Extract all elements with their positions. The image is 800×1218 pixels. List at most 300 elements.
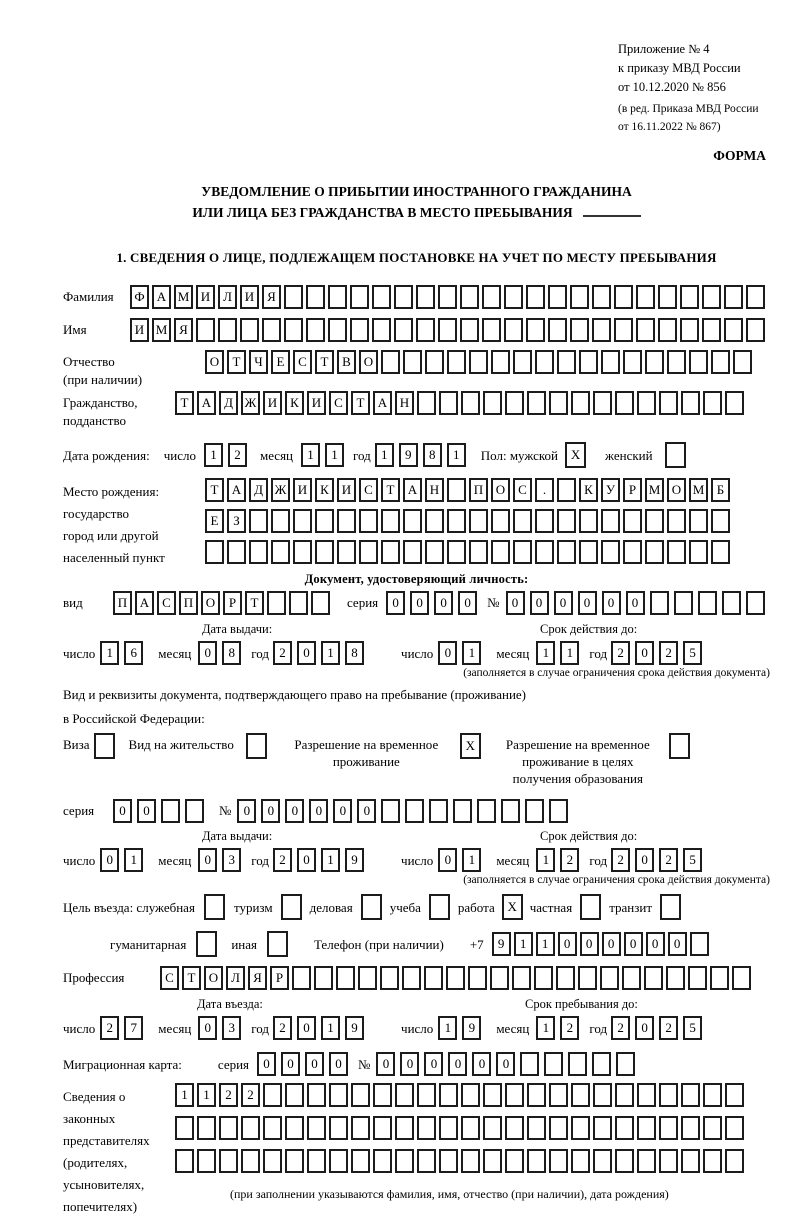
- char-box[interactable]: [725, 1116, 744, 1140]
- char-box[interactable]: 1: [321, 848, 340, 872]
- char-box[interactable]: 0: [198, 1016, 217, 1040]
- char-box[interactable]: Т: [205, 478, 224, 502]
- char-box[interactable]: [689, 350, 708, 374]
- char-box[interactable]: [240, 318, 259, 342]
- char-box[interactable]: [285, 1116, 304, 1140]
- char-box[interactable]: [557, 540, 576, 564]
- char-box[interactable]: [218, 318, 237, 342]
- char-box[interactable]: [381, 540, 400, 564]
- char-box[interactable]: [659, 1116, 678, 1140]
- char-box[interactable]: [557, 350, 576, 374]
- char-box[interactable]: [425, 509, 444, 533]
- char-box[interactable]: 0: [198, 848, 217, 872]
- char-box[interactable]: Д: [249, 478, 268, 502]
- char-box[interactable]: [197, 1149, 216, 1173]
- char-box[interactable]: [314, 966, 333, 990]
- char-box[interactable]: И: [130, 318, 149, 342]
- char-box[interactable]: [491, 540, 510, 564]
- sex-male-checkbox[interactable]: X: [565, 442, 586, 468]
- char-box[interactable]: 0: [297, 641, 316, 665]
- purpose-tourism-checkbox[interactable]: [281, 894, 302, 920]
- char-box[interactable]: 0: [386, 591, 405, 615]
- char-box[interactable]: 1: [325, 443, 344, 467]
- char-box[interactable]: [601, 350, 620, 374]
- char-box[interactable]: [249, 509, 268, 533]
- char-box[interactable]: [557, 509, 576, 533]
- purpose-work-checkbox[interactable]: X: [502, 894, 523, 920]
- char-box[interactable]: [504, 285, 523, 309]
- char-box[interactable]: [460, 285, 479, 309]
- char-box[interactable]: Е: [271, 350, 290, 374]
- char-box[interactable]: 2: [611, 848, 630, 872]
- char-box[interactable]: [644, 966, 663, 990]
- purpose-study-checkbox[interactable]: [429, 894, 450, 920]
- char-box[interactable]: 0: [198, 641, 217, 665]
- char-box[interactable]: С: [513, 478, 532, 502]
- char-box[interactable]: [658, 318, 677, 342]
- char-box[interactable]: 9: [345, 1016, 364, 1040]
- char-box[interactable]: [417, 1116, 436, 1140]
- char-box[interactable]: 2: [560, 848, 579, 872]
- char-box[interactable]: [512, 966, 531, 990]
- char-box[interactable]: А: [135, 591, 154, 615]
- char-box[interactable]: [403, 509, 422, 533]
- char-box[interactable]: [520, 1052, 539, 1076]
- char-box[interactable]: 3: [222, 848, 241, 872]
- char-box[interactable]: [637, 391, 656, 415]
- char-box[interactable]: [513, 540, 532, 564]
- char-box[interactable]: [571, 1149, 590, 1173]
- char-box[interactable]: 0: [506, 591, 525, 615]
- char-box[interactable]: 6: [124, 641, 143, 665]
- char-box[interactable]: 0: [333, 799, 352, 823]
- char-box[interactable]: [350, 285, 369, 309]
- char-box[interactable]: [681, 1083, 700, 1107]
- char-box[interactable]: [593, 1116, 612, 1140]
- char-box[interactable]: [469, 509, 488, 533]
- char-box[interactable]: А: [197, 391, 216, 415]
- char-box[interactable]: [614, 318, 633, 342]
- char-box[interactable]: [241, 1116, 260, 1140]
- char-box[interactable]: [505, 1116, 524, 1140]
- char-box[interactable]: 0: [448, 1052, 467, 1076]
- char-box[interactable]: [544, 1052, 563, 1076]
- char-box[interactable]: [637, 1149, 656, 1173]
- char-box[interactable]: Р: [270, 966, 289, 990]
- char-box[interactable]: А: [152, 285, 171, 309]
- char-box[interactable]: Б: [711, 478, 730, 502]
- char-box[interactable]: [439, 1149, 458, 1173]
- char-box[interactable]: [490, 966, 509, 990]
- char-box[interactable]: [690, 932, 709, 956]
- char-box[interactable]: [615, 391, 634, 415]
- char-box[interactable]: [482, 318, 501, 342]
- char-box[interactable]: [306, 285, 325, 309]
- char-box[interactable]: [680, 318, 699, 342]
- char-box[interactable]: 1: [175, 1083, 194, 1107]
- char-box[interactable]: У: [601, 478, 620, 502]
- char-box[interactable]: [549, 391, 568, 415]
- char-box[interactable]: 9: [462, 1016, 481, 1040]
- char-box[interactable]: [447, 540, 466, 564]
- char-box[interactable]: [293, 540, 312, 564]
- char-box[interactable]: О: [491, 478, 510, 502]
- char-box[interactable]: [525, 799, 544, 823]
- char-box[interactable]: [395, 1149, 414, 1173]
- char-box[interactable]: [491, 509, 510, 533]
- char-box[interactable]: [645, 350, 664, 374]
- char-box[interactable]: [416, 318, 435, 342]
- char-box[interactable]: [227, 540, 246, 564]
- char-box[interactable]: А: [403, 478, 422, 502]
- char-box[interactable]: [315, 540, 334, 564]
- visa-checkbox[interactable]: [94, 733, 115, 759]
- char-box[interactable]: [689, 540, 708, 564]
- char-box[interactable]: [285, 1149, 304, 1173]
- char-box[interactable]: И: [293, 478, 312, 502]
- char-box[interactable]: [592, 318, 611, 342]
- char-box[interactable]: 0: [554, 591, 573, 615]
- char-box[interactable]: [667, 540, 686, 564]
- char-box[interactable]: [549, 1116, 568, 1140]
- char-box[interactable]: И: [196, 285, 215, 309]
- char-box[interactable]: [615, 1149, 634, 1173]
- char-box[interactable]: И: [307, 391, 326, 415]
- char-box[interactable]: 8: [423, 443, 442, 467]
- char-box[interactable]: 0: [257, 1052, 276, 1076]
- char-box[interactable]: [681, 1149, 700, 1173]
- char-box[interactable]: [527, 391, 546, 415]
- char-box[interactable]: [681, 391, 700, 415]
- char-box[interactable]: [549, 1149, 568, 1173]
- char-box[interactable]: [395, 1083, 414, 1107]
- char-box[interactable]: [703, 391, 722, 415]
- char-box[interactable]: [402, 966, 421, 990]
- char-box[interactable]: [527, 1149, 546, 1173]
- char-box[interactable]: 3: [222, 1016, 241, 1040]
- char-box[interactable]: [483, 1149, 502, 1173]
- char-box[interactable]: К: [315, 478, 334, 502]
- char-box[interactable]: 0: [626, 591, 645, 615]
- char-box[interactable]: 0: [400, 1052, 419, 1076]
- char-box[interactable]: [593, 391, 612, 415]
- char-box[interactable]: [446, 966, 465, 990]
- char-box[interactable]: [711, 509, 730, 533]
- char-box[interactable]: 0: [496, 1052, 515, 1076]
- char-box[interactable]: 1: [536, 1016, 555, 1040]
- char-box[interactable]: [249, 540, 268, 564]
- char-box[interactable]: [645, 540, 664, 564]
- char-box[interactable]: 0: [357, 799, 376, 823]
- char-box[interactable]: [548, 318, 567, 342]
- char-box[interactable]: 1: [204, 443, 223, 467]
- char-box[interactable]: Т: [175, 391, 194, 415]
- char-box[interactable]: [405, 799, 424, 823]
- char-box[interactable]: Л: [218, 285, 237, 309]
- char-box[interactable]: 1: [124, 848, 143, 872]
- char-box[interactable]: 0: [558, 932, 577, 956]
- char-box[interactable]: [527, 1116, 546, 1140]
- char-box[interactable]: 0: [472, 1052, 491, 1076]
- char-box[interactable]: [513, 509, 532, 533]
- char-box[interactable]: [394, 318, 413, 342]
- char-box[interactable]: Т: [351, 391, 370, 415]
- char-box[interactable]: [505, 1083, 524, 1107]
- char-box[interactable]: [372, 285, 391, 309]
- char-box[interactable]: 2: [659, 1016, 678, 1040]
- char-box[interactable]: [161, 799, 180, 823]
- char-box[interactable]: 2: [100, 1016, 119, 1040]
- char-box[interactable]: С: [157, 591, 176, 615]
- char-box[interactable]: [725, 1149, 744, 1173]
- char-box[interactable]: О: [359, 350, 378, 374]
- char-box[interactable]: С: [160, 966, 179, 990]
- char-box[interactable]: М: [152, 318, 171, 342]
- char-box[interactable]: [469, 540, 488, 564]
- char-box[interactable]: [570, 318, 589, 342]
- purpose-official-checkbox[interactable]: [204, 894, 225, 920]
- char-box[interactable]: [439, 1116, 458, 1140]
- char-box[interactable]: А: [227, 478, 246, 502]
- char-box[interactable]: [196, 318, 215, 342]
- char-box[interactable]: [416, 285, 435, 309]
- char-box[interactable]: П: [179, 591, 198, 615]
- char-box[interactable]: [425, 350, 444, 374]
- char-box[interactable]: [623, 509, 642, 533]
- char-box[interactable]: М: [645, 478, 664, 502]
- char-box[interactable]: [394, 285, 413, 309]
- char-box[interactable]: [403, 350, 422, 374]
- char-box[interactable]: [703, 1083, 722, 1107]
- char-box[interactable]: Д: [219, 391, 238, 415]
- char-box[interactable]: 1: [301, 443, 320, 467]
- char-box[interactable]: [350, 318, 369, 342]
- char-box[interactable]: [623, 540, 642, 564]
- char-box[interactable]: [461, 391, 480, 415]
- char-box[interactable]: [659, 391, 678, 415]
- char-box[interactable]: 2: [241, 1083, 260, 1107]
- residence-permit-checkbox[interactable]: [246, 733, 267, 759]
- char-box[interactable]: 0: [329, 1052, 348, 1076]
- char-box[interactable]: [526, 285, 545, 309]
- char-box[interactable]: [263, 1149, 282, 1173]
- char-box[interactable]: [289, 591, 308, 615]
- char-box[interactable]: [447, 478, 466, 502]
- char-box[interactable]: 0: [458, 591, 477, 615]
- char-box[interactable]: [645, 509, 664, 533]
- char-box[interactable]: [667, 350, 686, 374]
- char-box[interactable]: 0: [434, 591, 453, 615]
- char-box[interactable]: 0: [297, 848, 316, 872]
- char-box[interactable]: [438, 285, 457, 309]
- char-box[interactable]: 0: [305, 1052, 324, 1076]
- char-box[interactable]: [351, 1149, 370, 1173]
- char-box[interactable]: И: [263, 391, 282, 415]
- char-box[interactable]: [637, 1116, 656, 1140]
- char-box[interactable]: О: [667, 478, 686, 502]
- char-box[interactable]: [623, 350, 642, 374]
- char-box[interactable]: [615, 1116, 634, 1140]
- char-box[interactable]: 2: [611, 641, 630, 665]
- char-box[interactable]: [527, 1083, 546, 1107]
- temp-residence-edu-checkbox[interactable]: [669, 733, 690, 759]
- char-box[interactable]: [666, 966, 685, 990]
- char-box[interactable]: [468, 966, 487, 990]
- char-box[interactable]: 0: [410, 591, 429, 615]
- char-box[interactable]: 0: [602, 932, 621, 956]
- char-box[interactable]: [593, 1083, 612, 1107]
- char-box[interactable]: [438, 318, 457, 342]
- char-box[interactable]: Ф: [130, 285, 149, 309]
- char-box[interactable]: 0: [624, 932, 643, 956]
- char-box[interactable]: [219, 1149, 238, 1173]
- char-box[interactable]: [447, 350, 466, 374]
- char-box[interactable]: [711, 540, 730, 564]
- char-box[interactable]: [328, 285, 347, 309]
- char-box[interactable]: 5: [683, 641, 702, 665]
- char-box[interactable]: [205, 540, 224, 564]
- char-box[interactable]: [241, 1149, 260, 1173]
- char-box[interactable]: 2: [228, 443, 247, 467]
- char-box[interactable]: [504, 318, 523, 342]
- char-box[interactable]: Е: [205, 509, 224, 533]
- char-box[interactable]: [615, 1083, 634, 1107]
- char-box[interactable]: [689, 509, 708, 533]
- char-box[interactable]: [535, 540, 554, 564]
- char-box[interactable]: 0: [137, 799, 156, 823]
- char-box[interactable]: [601, 540, 620, 564]
- char-box[interactable]: С: [359, 478, 378, 502]
- char-box[interactable]: [358, 966, 377, 990]
- char-box[interactable]: [725, 1083, 744, 1107]
- char-box[interactable]: [710, 966, 729, 990]
- char-box[interactable]: И: [337, 478, 356, 502]
- char-box[interactable]: [483, 391, 502, 415]
- char-box[interactable]: [284, 285, 303, 309]
- char-box[interactable]: [702, 318, 721, 342]
- temp-residence-checkbox[interactable]: X: [460, 733, 481, 759]
- char-box[interactable]: 5: [683, 848, 702, 872]
- char-box[interactable]: Ж: [241, 391, 260, 415]
- char-box[interactable]: [614, 285, 633, 309]
- char-box[interactable]: [315, 509, 334, 533]
- char-box[interactable]: 8: [222, 641, 241, 665]
- char-box[interactable]: [579, 540, 598, 564]
- char-box[interactable]: [461, 1083, 480, 1107]
- char-box[interactable]: [688, 966, 707, 990]
- char-box[interactable]: [417, 1083, 436, 1107]
- char-box[interactable]: 1: [536, 641, 555, 665]
- char-box[interactable]: [600, 966, 619, 990]
- char-box[interactable]: [636, 285, 655, 309]
- char-box[interactable]: [681, 1116, 700, 1140]
- char-box[interactable]: [359, 509, 378, 533]
- char-box[interactable]: [571, 1083, 590, 1107]
- char-box[interactable]: [373, 1149, 392, 1173]
- char-box[interactable]: [622, 966, 641, 990]
- char-box[interactable]: З: [227, 509, 246, 533]
- char-box[interactable]: [293, 509, 312, 533]
- char-box[interactable]: [263, 1116, 282, 1140]
- char-box[interactable]: 0: [635, 641, 654, 665]
- char-box[interactable]: Т: [182, 966, 201, 990]
- char-box[interactable]: 0: [580, 932, 599, 956]
- char-box[interactable]: [477, 799, 496, 823]
- char-box[interactable]: [724, 285, 743, 309]
- char-box[interactable]: 2: [273, 641, 292, 665]
- char-box[interactable]: [175, 1116, 194, 1140]
- char-box[interactable]: [732, 966, 751, 990]
- char-box[interactable]: 1: [321, 1016, 340, 1040]
- char-box[interactable]: Ч: [249, 350, 268, 374]
- char-box[interactable]: [175, 1149, 194, 1173]
- char-box[interactable]: [403, 540, 422, 564]
- char-box[interactable]: О: [204, 966, 223, 990]
- char-box[interactable]: Р: [623, 478, 642, 502]
- char-box[interactable]: 2: [659, 641, 678, 665]
- char-box[interactable]: Я: [174, 318, 193, 342]
- char-box[interactable]: [329, 1149, 348, 1173]
- char-box[interactable]: 1: [447, 443, 466, 467]
- char-box[interactable]: 2: [659, 848, 678, 872]
- char-box[interactable]: 2: [611, 1016, 630, 1040]
- char-box[interactable]: [429, 799, 448, 823]
- char-box[interactable]: Л: [226, 966, 245, 990]
- char-box[interactable]: В: [337, 350, 356, 374]
- char-box[interactable]: [650, 591, 669, 615]
- char-box[interactable]: О: [201, 591, 220, 615]
- char-box[interactable]: Я: [262, 285, 281, 309]
- char-box[interactable]: 0: [646, 932, 665, 956]
- char-box[interactable]: 1: [321, 641, 340, 665]
- char-box[interactable]: 0: [113, 799, 132, 823]
- sex-female-checkbox[interactable]: [665, 442, 686, 468]
- char-box[interactable]: [306, 318, 325, 342]
- char-box[interactable]: 1: [438, 1016, 457, 1040]
- char-box[interactable]: 0: [668, 932, 687, 956]
- char-box[interactable]: [381, 350, 400, 374]
- char-box[interactable]: [373, 1083, 392, 1107]
- char-box[interactable]: [722, 591, 741, 615]
- char-box[interactable]: [372, 318, 391, 342]
- char-box[interactable]: П: [469, 478, 488, 502]
- char-box[interactable]: Т: [227, 350, 246, 374]
- char-box[interactable]: 1: [536, 932, 555, 956]
- char-box[interactable]: [380, 966, 399, 990]
- char-box[interactable]: [417, 1149, 436, 1173]
- char-box[interactable]: [267, 591, 286, 615]
- char-box[interactable]: 7: [124, 1016, 143, 1040]
- char-box[interactable]: [219, 1116, 238, 1140]
- char-box[interactable]: [636, 318, 655, 342]
- char-box[interactable]: 0: [530, 591, 549, 615]
- char-box[interactable]: [262, 318, 281, 342]
- char-box[interactable]: [461, 1116, 480, 1140]
- char-box[interactable]: [724, 318, 743, 342]
- char-box[interactable]: [425, 540, 444, 564]
- char-box[interactable]: [271, 540, 290, 564]
- char-box[interactable]: С: [293, 350, 312, 374]
- char-box[interactable]: 0: [261, 799, 280, 823]
- char-box[interactable]: [505, 391, 524, 415]
- char-box[interactable]: Т: [315, 350, 334, 374]
- char-box[interactable]: [311, 591, 330, 615]
- char-box[interactable]: 0: [424, 1052, 443, 1076]
- char-box[interactable]: 2: [273, 848, 292, 872]
- char-box[interactable]: [526, 318, 545, 342]
- char-box[interactable]: [351, 1116, 370, 1140]
- char-box[interactable]: [698, 591, 717, 615]
